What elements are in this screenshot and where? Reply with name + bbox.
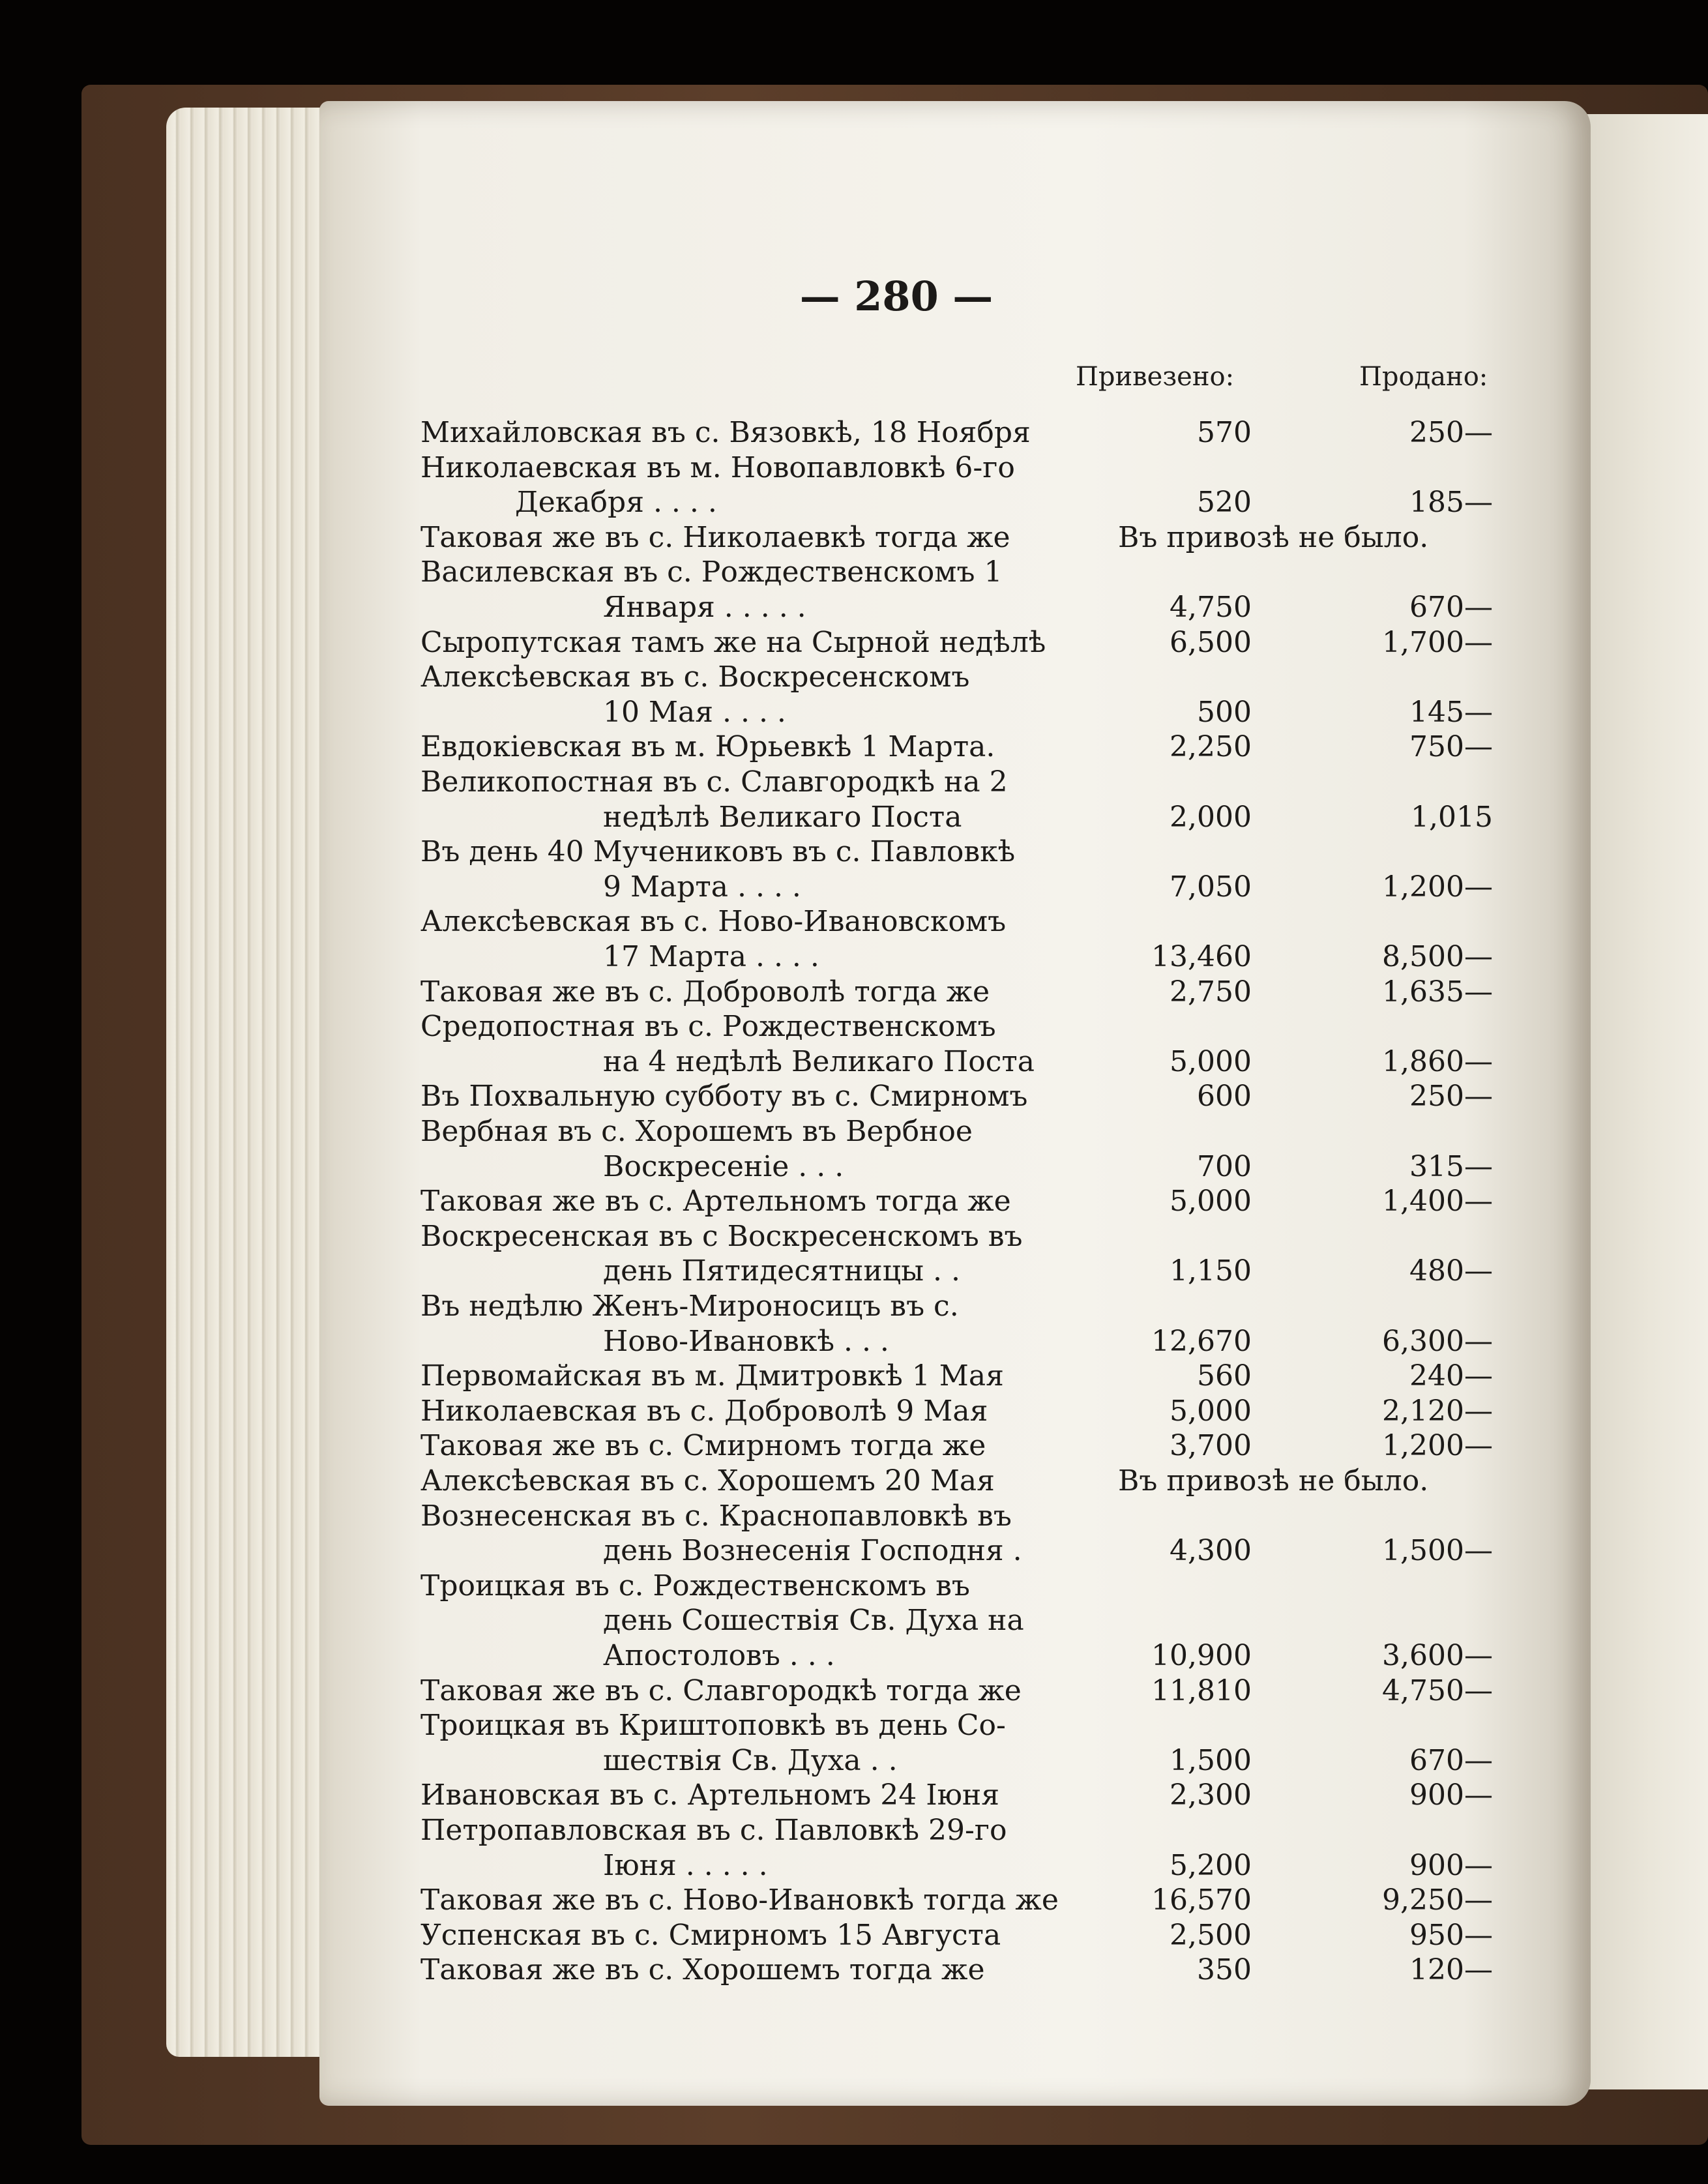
- sold-value: 240—: [1409, 1359, 1493, 1393]
- imported-value: 5,200: [1170, 1849, 1252, 1882]
- imported-value: 16,570: [1151, 1883, 1252, 1917]
- sold-value: 250—: [1409, 416, 1493, 449]
- sold-value: 900—: [1409, 1849, 1493, 1882]
- sold-value: 1,700—: [1382, 626, 1493, 659]
- fair-description: Средопостная въ с. Рождественскомъ: [420, 1010, 996, 1043]
- imported-value: 13,460: [1151, 940, 1252, 973]
- imported-value: 6,500: [1170, 626, 1252, 659]
- sold-value: 9,250—: [1382, 1883, 1493, 1917]
- fair-description: Евдокіевская въ м. Юрьевкѣ 1 Марта.: [420, 730, 995, 763]
- fair-description: Николаевская въ м. Новопавловкѣ 6-го: [420, 451, 1015, 484]
- fair-description: Троицкая въ Криштоповкѣ въ день Со-: [420, 1709, 1006, 1742]
- fair-description: Троицкая въ с. Рождественскомъ въ: [420, 1569, 970, 1602]
- fair-description: Николаевская въ с. Доброволѣ 9 Мая: [420, 1395, 988, 1428]
- imported-value: 350: [1197, 1953, 1252, 1986]
- sold-value: 750—: [1409, 730, 1493, 763]
- fair-description: Великопостная въ с. Славгородкѣ на 2: [420, 765, 1008, 799]
- imported-value: 5,000: [1170, 1185, 1252, 1218]
- fair-description: Петропавловская въ с. Павловкѣ 29-го: [420, 1814, 1007, 1847]
- imported-value: 4,300: [1170, 1534, 1252, 1567]
- sold-value: 1,400—: [1382, 1185, 1493, 1218]
- fair-description: шествія Св. Духа . .: [603, 1744, 898, 1777]
- fair-description: Апостоловъ . . .: [603, 1639, 835, 1672]
- imported-value: 2,500: [1170, 1919, 1252, 1952]
- fair-description: Таковая же въ с. Николаевкѣ тогда же: [420, 521, 1010, 554]
- fair-description: Таковая же въ с. Хорошемъ тогда же: [420, 1953, 985, 1986]
- sold-value: 480—: [1409, 1254, 1493, 1288]
- sold-value: 670—: [1409, 1744, 1493, 1777]
- imported-value: 2,300: [1170, 1778, 1252, 1812]
- fair-description: Въ недѣлю Женъ-Мироносицъ въ с.: [420, 1290, 959, 1323]
- sold-value: 1,860—: [1382, 1045, 1493, 1078]
- sold-value: 950—: [1409, 1919, 1493, 1952]
- sold-value: 8,500—: [1382, 940, 1493, 973]
- fair-description: Декабря . . . .: [515, 486, 717, 519]
- fair-description: недѣлѣ Великаго Поста: [603, 801, 962, 834]
- fair-description: на 4 недѣлѣ Великаго Поста: [603, 1045, 1035, 1078]
- fair-description: Вербная въ с. Хорошемъ въ Вербное: [420, 1115, 973, 1148]
- imported-value: 10,900: [1151, 1639, 1252, 1672]
- fair-description: Ивановская въ с. Артельномъ 24 Іюня: [420, 1778, 999, 1812]
- fair-description: Сыропутская тамъ же на Сырной недѣлѣ: [420, 626, 1046, 659]
- imported-value: 700: [1197, 1150, 1252, 1183]
- fair-note: Въ привозѣ не было.: [1118, 521, 1429, 554]
- sold-value: 670—: [1409, 591, 1493, 624]
- imported-value: 7,050: [1170, 870, 1252, 904]
- fair-description: Михайловская въ с. Вязовкѣ, 18 Ноября: [420, 416, 1031, 449]
- fair-description: день Пятидесятницы . .: [603, 1254, 960, 1288]
- fair-description: 17 Марта . . . .: [603, 940, 819, 973]
- sold-value: 120—: [1409, 1953, 1493, 1986]
- imported-value: 4,750: [1170, 591, 1252, 624]
- imported-value: 3,700: [1170, 1429, 1252, 1462]
- sold-value: 4,750—: [1382, 1674, 1493, 1707]
- sold-value: 250—: [1409, 1080, 1493, 1113]
- imported-value: 5,000: [1170, 1395, 1252, 1428]
- fair-description: Таковая же въ с. Доброволѣ тогда же: [420, 975, 990, 1009]
- fair-description: Воскресенская въ с Воскресенскомъ въ: [420, 1220, 1023, 1253]
- imported-value: 1,500: [1170, 1744, 1252, 1777]
- imported-value: 2,750: [1170, 975, 1252, 1009]
- imported-value: 12,670: [1151, 1325, 1252, 1358]
- fair-description: Таковая же въ с. Смирномъ тогда же: [420, 1429, 986, 1462]
- fair-description: Успенская въ с. Смирномъ 15 Августа: [420, 1919, 1001, 1952]
- fair-description: Вознесенская въ с. Краснопавловкѣ въ: [420, 1499, 1012, 1533]
- sold-value: 145—: [1409, 696, 1493, 729]
- sold-value: 1,635—: [1382, 975, 1493, 1009]
- fair-description: Таковая же въ с. Ново-Ивановкѣ тогда же: [420, 1883, 1059, 1917]
- fair-description: Алексѣевская въ с. Воскресенскомъ: [420, 660, 970, 694]
- sold-value: 900—: [1409, 1778, 1493, 1812]
- fair-description: Іюня . . . . .: [603, 1849, 768, 1882]
- imported-value: 570: [1197, 416, 1252, 449]
- column-header-imported: Привезено:: [1076, 362, 1235, 392]
- sold-value: 1,015: [1411, 801, 1493, 834]
- sold-value: 185—: [1409, 486, 1493, 519]
- fair-description: Января . . . . .: [603, 591, 806, 624]
- sold-value: 3,600—: [1382, 1639, 1493, 1672]
- imported-value: 1,150: [1170, 1254, 1252, 1288]
- fair-description: Алексѣевская въ с. Хорошемъ 20 Мая: [420, 1464, 995, 1498]
- imported-value: 2,000: [1170, 801, 1252, 834]
- sold-value: 1,500—: [1382, 1534, 1493, 1567]
- page-edges: [166, 108, 336, 2057]
- fair-description: Василевская въ с. Рождественскомъ 1: [420, 555, 1003, 589]
- fair-description: день Сошествія Св. Духа на: [603, 1604, 1024, 1637]
- fair-description: Въ Похвальную субботу въ с. Смирномъ: [420, 1080, 1028, 1113]
- fair-description: Таковая же въ с. Славгородкѣ тогда же: [420, 1674, 1022, 1707]
- imported-value: 520: [1197, 486, 1252, 519]
- fair-note: Въ привозѣ не было.: [1118, 1464, 1429, 1498]
- sold-value: 2,120—: [1382, 1395, 1493, 1428]
- imported-value: 600: [1197, 1080, 1252, 1113]
- fair-description: 10 Мая . . . .: [603, 696, 786, 729]
- column-header-sold: Продано:: [1359, 362, 1488, 392]
- page-number: — 280 —: [799, 273, 994, 320]
- fair-description: день Вознесенія Господня .: [603, 1534, 1022, 1567]
- imported-value: 11,810: [1151, 1674, 1252, 1707]
- sold-value: 6,300—: [1382, 1325, 1493, 1358]
- fair-description: Въ день 40 Мучениковъ въ с. Павловкѣ: [420, 835, 1016, 868]
- fair-description: Первомайская въ м. Дмитровкѣ 1 Мая: [420, 1359, 1004, 1393]
- fair-description: Ново-Ивановкѣ . . .: [603, 1325, 889, 1358]
- imported-value: 500: [1197, 696, 1252, 729]
- fair-description: 9 Марта . . . .: [603, 870, 801, 904]
- fair-description: Воскресеніе . . .: [603, 1150, 844, 1183]
- imported-value: 2,250: [1170, 730, 1252, 763]
- imported-value: 5,000: [1170, 1045, 1252, 1078]
- imported-value: 560: [1197, 1359, 1252, 1393]
- sold-value: 1,200—: [1382, 870, 1493, 904]
- sold-value: 315—: [1409, 1150, 1493, 1183]
- sold-value: 1,200—: [1382, 1429, 1493, 1462]
- fair-description: Алексѣевская въ с. Ново-Ивановскомъ: [420, 905, 1007, 938]
- fair-description: Таковая же въ с. Артельномъ тогда же: [420, 1185, 1011, 1218]
